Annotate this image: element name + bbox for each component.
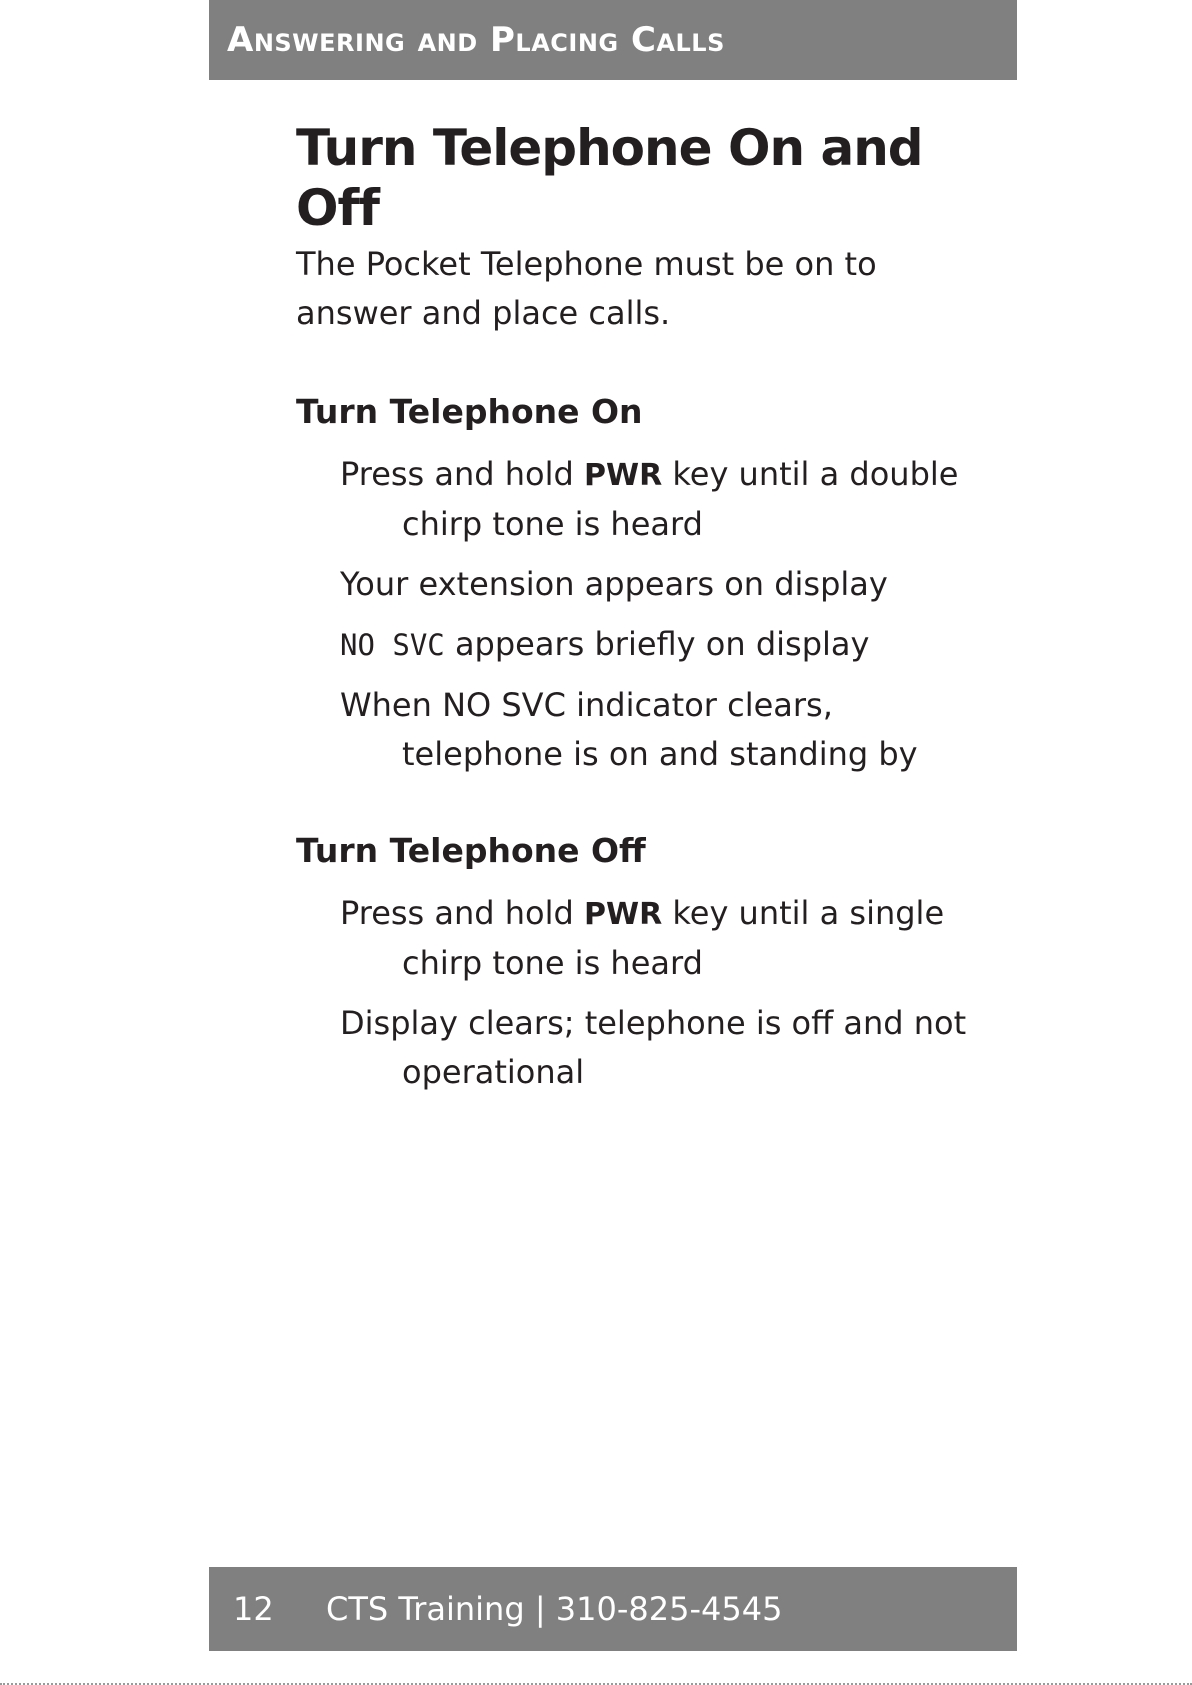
step-item: [296, 450, 976, 549]
step-text: Display clears; telephone is off and not operational: [340, 1004, 967, 1091]
step-text: Your extension appears on display: [340, 565, 888, 603]
display-code: NO SVC: [340, 628, 445, 662]
footer-bar: [209, 1567, 1017, 1651]
intro-text: The Pocket Telephone must be on to answer and place calls.: [296, 245, 877, 332]
page-number: 12: [233, 1590, 274, 1628]
step-item: [296, 681, 976, 779]
page-title: Turn Telephone On and Off: [296, 119, 923, 237]
step-text: Press and hold: [340, 455, 584, 493]
key-label: PWR: [584, 458, 663, 493]
step-text: When NO SVC indicator clears, telephone is on and standing by: [340, 686, 918, 773]
section-title: Answering and Placing Calls: [227, 20, 725, 60]
steps-list-turn-off: [296, 889, 976, 1097]
step-item: [296, 889, 976, 988]
steps-list-turn-on: [296, 450, 976, 779]
step-text: appears briefly on display: [444, 625, 870, 663]
section-heading-turn-off: Turn Telephone Off: [296, 831, 646, 870]
step-item: [296, 999, 976, 1097]
step-text: Press and hold: [340, 894, 584, 932]
key-label: PWR: [584, 897, 663, 932]
step-text: key until a single chirp tone is heard: [402, 894, 945, 982]
step-item: [296, 620, 976, 670]
main-content: [296, 118, 976, 1108]
header-bar: [209, 0, 1017, 80]
step-item: [296, 560, 976, 609]
step-text: key until a double chirp tone is heard: [402, 455, 959, 543]
footer-contact: CTS Training | 310-825-4545: [326, 1590, 783, 1628]
section-heading-turn-on: Turn Telephone On: [296, 392, 643, 431]
